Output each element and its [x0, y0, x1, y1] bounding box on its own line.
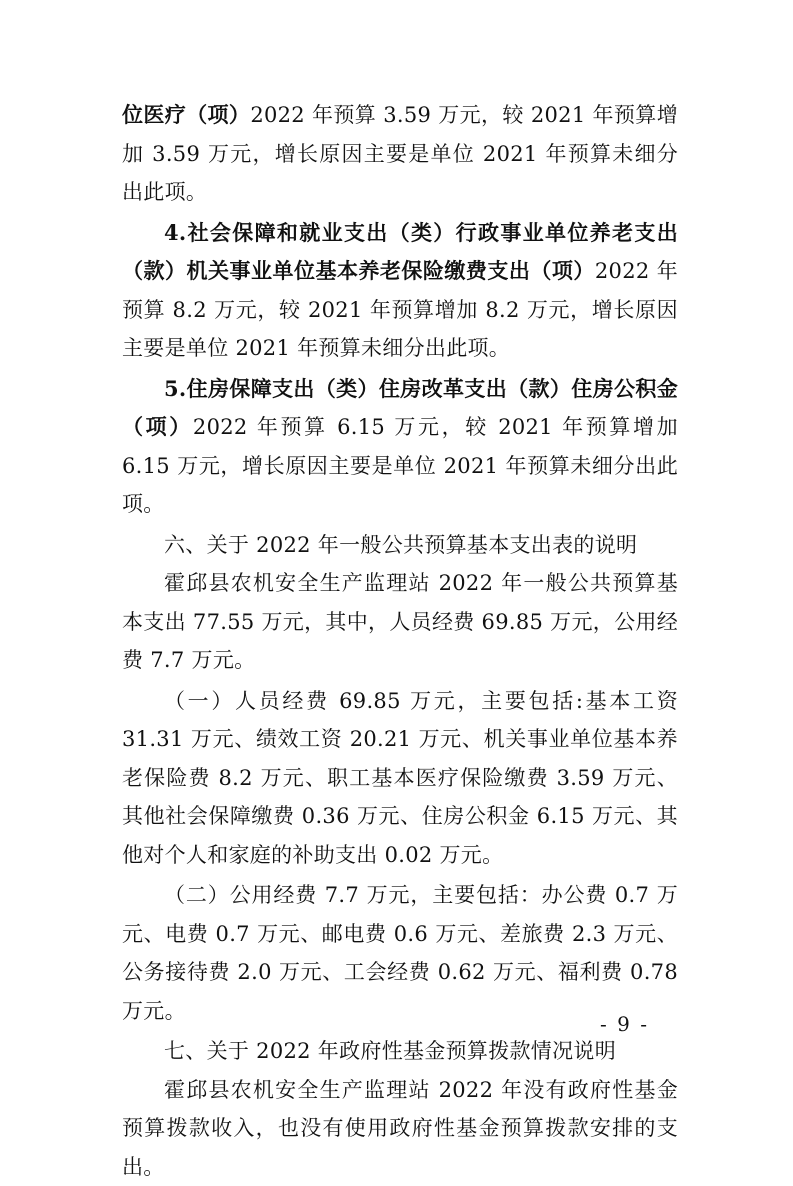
paragraph-lead: 4.社会保障和就业支出（类）行政事业单位养老支出（款）机关事业单位基本养老保险缴费支出（项） [122, 220, 678, 284]
paragraph-text: 2022 年预算 8.2 万元，较 2021 年预算增加 8.2 万元，增长原因主要是单位 2021 年预算未细分出此项。 [122, 259, 678, 360]
paragraph-public-expense: （二）公用经费 7.7 万元，主要包括：办公费 0.7 万元、电费 0.7 万元、邮电费 0.6 万元、差旅费 2.3 万元、公务接待费 2.0 万元、工会经费 0.62 万元、福利费 0.78 万元。 [122, 876, 678, 1030]
page-number: - 9 - [600, 1012, 649, 1036]
paragraph-text: 2022 年预算 3.59 万元，较 2021 年预算增加 3.59 万元，增长原因主要是单位 2021 年预算未细分出此项。 [122, 103, 678, 204]
document-body [122, 96, 678, 1186]
paragraph-basic-expenditure: 霍邱县农机安全生产监理站 2022 年一般公共预算基本支出 77.55 万元，其中，人员经费 69.85 万元，公用经费 7.7 万元。 [122, 564, 678, 680]
paragraph-housing [122, 370, 678, 524]
paragraph-government-fund: 霍邱县农机安全生产监理站 2022 年没有政府性基金预算拨款收入，也没有使用政府性基金预算拨款安排的支出。 [122, 1071, 678, 1186]
section-heading-7: 七、关于 2022 年政府性基金预算拨款情况说明 [122, 1032, 678, 1071]
paragraph-social-security [122, 214, 678, 368]
paragraph-personnel-expense: （一）人员经费 69.85 万元，主要包括:基本工资 31.31 万元、绩效工资 20.21 万元、机关事业单位基本养老保险费 8.2 万元、职工基本医疗保险缴费 3.59 万元、其他社会保障缴费 0.36 万元、住房公积金 6.15 万元、其他对个人和家庭的补助支出 0.02 万元。 [122, 682, 678, 875]
paragraph-text: 2022 年预算 6.15 万元，较 2021 年预算增加 6.15 万元，增长原因主要是单位 2021 年预算未细分出此项。 [122, 415, 678, 516]
section-heading-6: 六、关于 2022 年一般公共预算基本支出表的说明 [122, 526, 678, 565]
paragraph-medical-item [122, 96, 678, 212]
paragraph-lead: 5.住房保障支出（类）住房改革支出（款）住房公积金（项） [122, 376, 678, 440]
paragraph-lead: 位医疗（项） [122, 102, 250, 127]
